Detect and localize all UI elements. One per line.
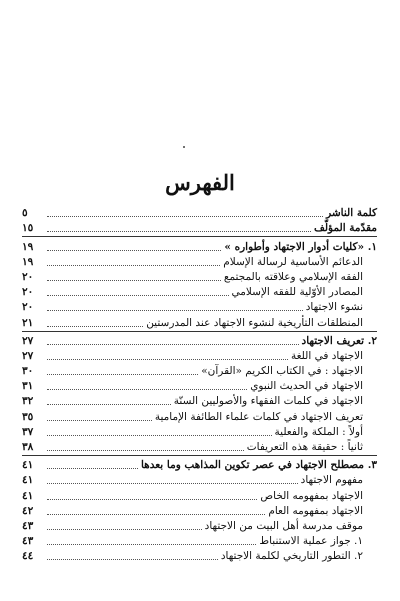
toc-entry-title: كلمة الناشر	[326, 207, 377, 220]
dot-leader	[47, 280, 221, 281]
dot-leader	[47, 359, 288, 360]
section-divider	[22, 331, 377, 332]
toc-entry-title: المنطلقات التأريخية لنشوء الاجتهاد عند المدرستين	[146, 316, 363, 329]
section-divider	[22, 236, 377, 237]
toc-page-number: ٣٢	[22, 395, 34, 408]
toc-page-number: ٤١	[22, 459, 34, 472]
toc-entry-title: الدعائم الأساسية لرسالة الإسلام	[223, 255, 363, 268]
toc-entry	[22, 533, 377, 548]
toc-entry	[22, 299, 377, 314]
toc-entry-title: ٣. مصطلح الاجتهاد في عصر تكوين المذاهب وما بعدها	[140, 459, 377, 472]
toc-page-number: ٢٧	[22, 334, 34, 347]
dot-leader	[47, 374, 198, 375]
toc-entry-title: موقف مدرسة أهل البيت من الاجتهاد	[204, 519, 363, 532]
toc-page-number: ٣٧	[22, 425, 34, 438]
toc-entry	[22, 333, 377, 348]
toc-page-number: ٣٥	[22, 410, 34, 423]
dot-leader	[47, 514, 265, 515]
toc-entry-title: الاجتهاد في الحديث النبوي	[250, 380, 363, 393]
toc-entry	[22, 424, 377, 439]
toc-entry-title: ثانياً : حقيقة هذه التعريفات	[246, 441, 363, 453]
dot-leader	[47, 344, 299, 345]
dot-leader	[47, 483, 298, 484]
dot-leader	[47, 265, 220, 266]
toc-entry	[22, 408, 377, 423]
toc-entry-title: ١. «كليات أدوار الاجتهاد وأطواره »	[224, 240, 377, 253]
dot-leader	[47, 420, 152, 421]
toc-page-number: ٣٨	[22, 441, 34, 453]
toc-page-number: ٤٢	[22, 504, 34, 517]
toc-page-number: ٢١	[22, 316, 34, 329]
toc-page-number: ٤٣	[22, 519, 34, 532]
dot-leader	[47, 404, 171, 405]
toc-entry-title: المصادر الأوّلية للفقه الإسلامي	[231, 286, 363, 299]
toc-page-number: ١٥	[22, 222, 34, 235]
toc-page-number: ٤١	[22, 489, 34, 502]
toc-entry-title: ١. جواز عملية الاستنباط	[259, 535, 363, 548]
toc-entry-title: ٢. التطور التاريخي لكلمة الاجتهاد	[220, 550, 363, 563]
toc-entry	[22, 284, 377, 299]
toc-entry-title: الفقه الإسلامي وعلاقته بالمجتمع	[223, 270, 363, 283]
decorative-dot	[183, 146, 185, 148]
toc-entry-title: الاجتهاد بمفهومه العام	[268, 504, 363, 517]
dot-leader	[47, 544, 256, 545]
toc-page-number: ٣٠	[22, 365, 34, 378]
toc-entry-title: أولاً : الملكة والفعلية	[274, 425, 363, 438]
toc-entry	[22, 487, 377, 502]
dot-leader	[47, 310, 303, 311]
toc-entry	[22, 314, 377, 329]
toc-entry	[22, 518, 377, 533]
page-title: الفهرس	[165, 170, 235, 195]
toc-entry	[22, 503, 377, 518]
toc-entry-title: تعريف الاجتهاد في كلمات علماء الطائفة الإمامية	[154, 410, 363, 423]
toc-entry	[22, 548, 377, 563]
dot-leader	[47, 529, 202, 530]
toc-entry-title: الاجتهاد : في الكتاب الكريم «القرآن»	[201, 365, 363, 378]
dot-leader	[47, 295, 229, 296]
toc-entry-title: مفهوم الاجتهاد	[300, 474, 363, 487]
toc-entry-title: مقدّمة المؤلّف	[313, 222, 377, 235]
toc-entry	[22, 269, 377, 284]
dot-leader	[47, 499, 257, 500]
toc-entry	[22, 205, 377, 220]
dot-leader	[47, 559, 218, 560]
dot-leader	[47, 216, 323, 217]
toc-page-number: ٥	[22, 207, 28, 220]
dot-leader	[47, 389, 247, 390]
toc-page-number: ٣١	[22, 380, 34, 393]
toc-entry	[22, 378, 377, 393]
table-of-contents	[22, 205, 377, 563]
dot-leader	[47, 468, 138, 469]
dot-leader	[47, 250, 221, 251]
toc-page-number: ١٩	[22, 255, 34, 268]
toc-page-number: ٢٠	[22, 301, 34, 314]
toc-entry	[22, 363, 377, 378]
toc-page-number: ١٩	[22, 240, 34, 253]
toc-entry-title: ٢. تعريف الاجتهاد	[301, 334, 377, 347]
toc-page-number: ٤٣	[22, 535, 34, 548]
dot-leader	[47, 231, 311, 232]
toc-page-number: ٢٠	[22, 286, 34, 299]
toc-entry-title: نشوء الاجتهاد	[305, 301, 363, 314]
toc-page-number: ٢٧	[22, 349, 34, 362]
toc-entry-title: الاجتهاد في كلمات الفقهاء والأصوليين السنّة	[173, 395, 363, 408]
toc-entry	[22, 457, 377, 472]
toc-entry	[22, 439, 377, 454]
toc-page-number: ٤٤	[22, 550, 34, 563]
toc-entry	[22, 220, 377, 235]
toc-entry	[22, 238, 377, 253]
toc-entry-title: الاجتهاد في اللغة	[290, 349, 363, 362]
toc-page-number: ٤١	[22, 474, 34, 487]
section-divider	[22, 455, 377, 456]
dot-leader	[47, 326, 143, 327]
toc-page-number: ٢٠	[22, 270, 34, 283]
toc-entry	[22, 254, 377, 269]
toc-entry	[22, 472, 377, 487]
toc-entry-title: الاجتهاد بمفهومه الخاص	[260, 489, 363, 502]
toc-entry	[22, 348, 377, 363]
dot-leader	[47, 450, 244, 451]
toc-entry	[22, 393, 377, 408]
dot-leader	[47, 435, 272, 436]
